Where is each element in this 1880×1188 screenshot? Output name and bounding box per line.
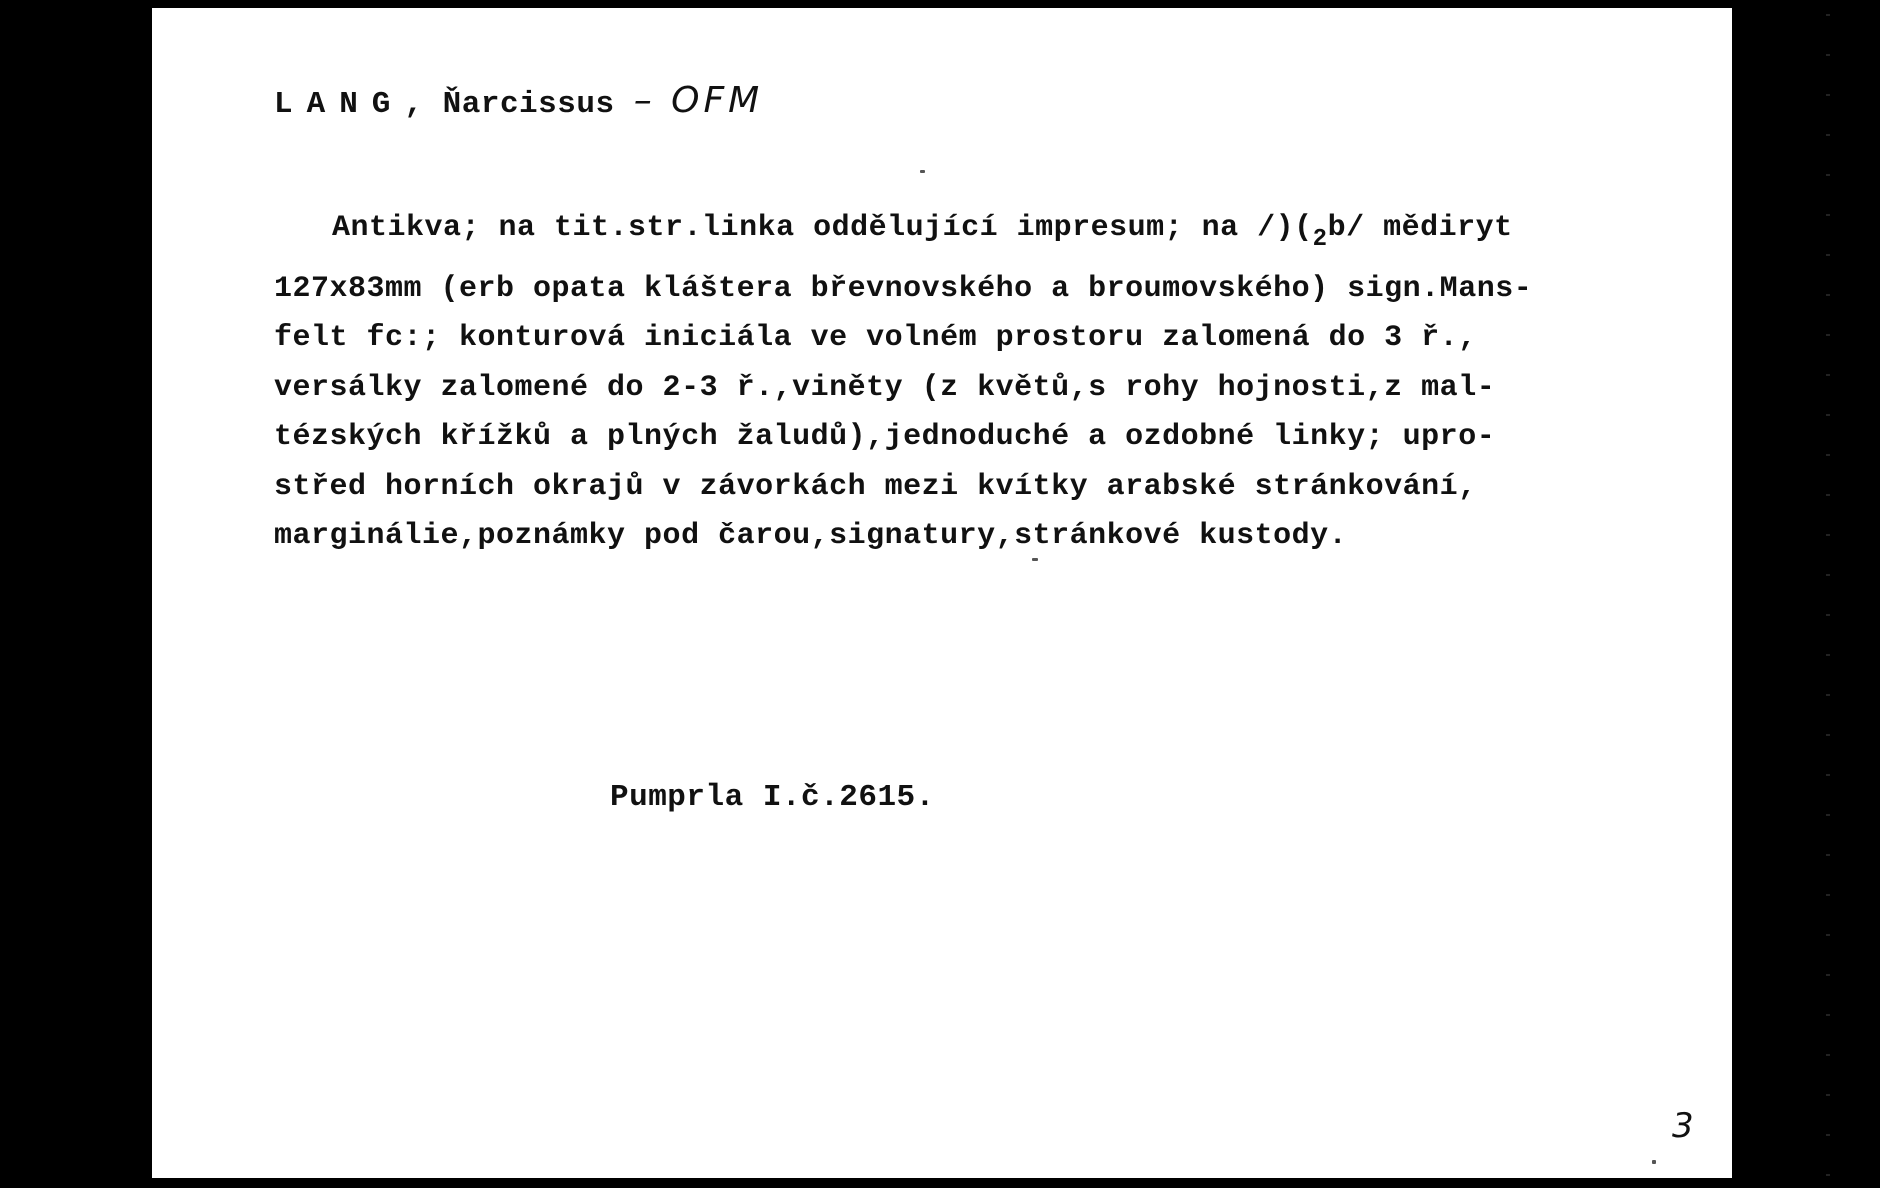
card-number: 3 bbox=[1672, 1106, 1694, 1146]
author-surname: LANG bbox=[274, 87, 405, 122]
subscript-mark: 2 bbox=[1312, 226, 1328, 253]
scan-speck bbox=[1652, 1160, 1656, 1164]
description-paragraph bbox=[274, 204, 1644, 562]
description-line: střed horních okrajů v závorkách mezi kvítky arabské stránkování, bbox=[274, 469, 1477, 504]
description-line bbox=[274, 204, 1644, 265]
description-line: 127x83mm (erb opata kláštera břevnovského a broumovského) sign.Mans- bbox=[274, 271, 1533, 306]
description-line: tézských křížků a plných žaludů),jednoduché a ozdobné linky; upro- bbox=[274, 420, 1496, 454]
scan-speck bbox=[1032, 558, 1038, 561]
reference-signature: Pumprla I.č.2615. bbox=[610, 780, 935, 815]
scan-edge-noise bbox=[1826, 0, 1830, 1188]
author-given-name: Ňarcissus bbox=[442, 87, 615, 122]
heading-separator: , bbox=[404, 87, 424, 122]
description-line-text: b/ mědiryt bbox=[1327, 211, 1513, 245]
scan-speck bbox=[920, 170, 925, 173]
description-line-text: Antikva; na tit.str.linka oddělující impresum; na /)( bbox=[332, 211, 1313, 245]
catalog-card bbox=[152, 8, 1732, 1178]
description-line: felt fc:; konturová iniciála ve volném prostoru zalomená do 3 ř., bbox=[274, 321, 1477, 355]
card-heading bbox=[274, 80, 763, 122]
religious-order-annotation: – OFM bbox=[633, 80, 764, 121]
description-line: versálky zalomené do 2-3 ř.,viněty (z květů,s rohy hojnosti,z mal- bbox=[274, 370, 1496, 405]
description-line: marginálie,poznámky pod čarou,signatury,stránkové kustody. bbox=[274, 519, 1348, 553]
